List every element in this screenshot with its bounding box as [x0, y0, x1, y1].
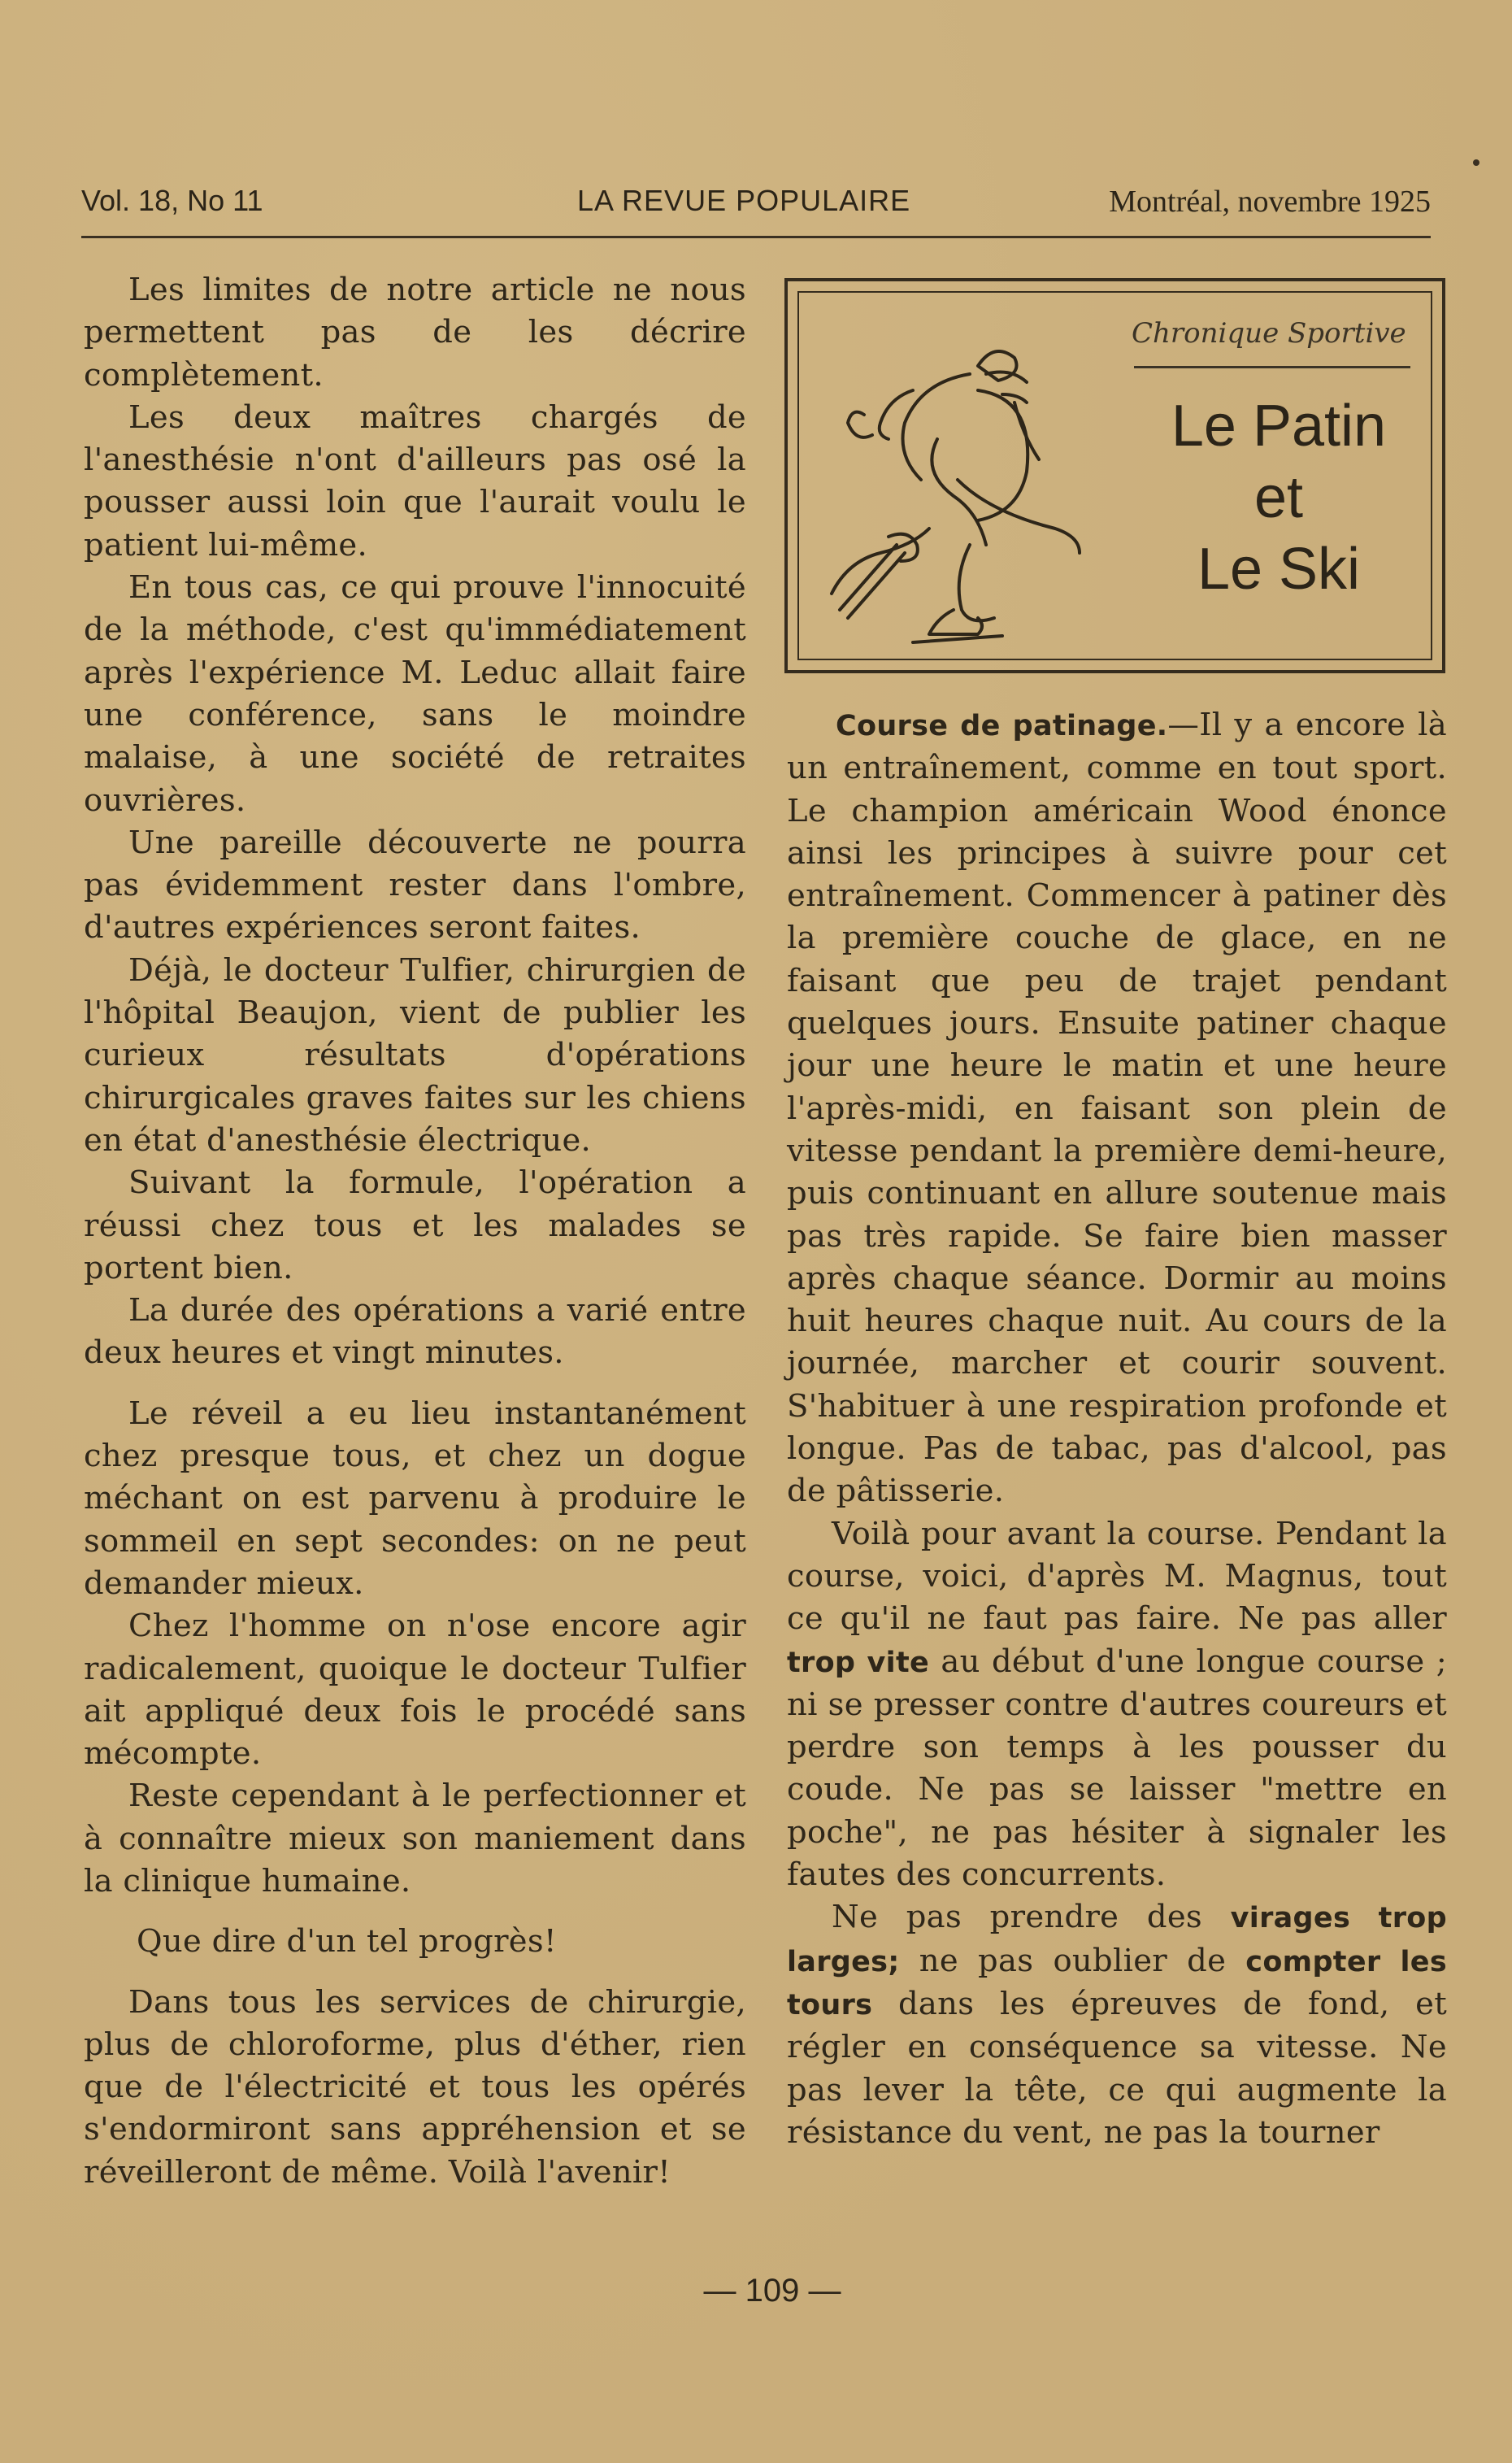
- chronique-box-inner: [797, 291, 1432, 660]
- paragraph: Chez l'homme on n'ose encore agir radicalement, quoique le docteur Tulfier ait appliqué deux fois le procédé sans mécompte.: [84, 1608, 746, 1773]
- skater-illustration: [815, 317, 1165, 659]
- title-line-2: et: [1253, 465, 1304, 530]
- paragraph: [787, 704, 1447, 1513]
- section-heading: Course de patinage.: [836, 710, 1168, 742]
- paragraph-text: Ne pas prendre des: [832, 1899, 1231, 1936]
- header-rule: [81, 236, 1431, 238]
- paragraph: [787, 1896, 1447, 2154]
- chronique-rule: [1134, 366, 1410, 368]
- paragraph: Suivant la formule, l'opération a réussi chez tous et les malades se portent bien.: [84, 1164, 746, 1286]
- paragraph: Déjà, le docteur Tulfier, chirurgien de l'hôpital Beaujon, vient de publier les curieux résultats d'opérations chirurgicales graves faites sur les chiens en état d'anesthésie électrique.: [84, 951, 746, 1159]
- right-column: [787, 704, 1447, 2154]
- journal-title: LA REVUE POPULAIRE: [577, 184, 911, 217]
- paragraph: Les limites de notre article ne nous permettent pas de les décrire complètement.: [84, 272, 746, 394]
- bold-phrase: trop vite: [787, 1646, 930, 1679]
- chronique-label: Chronique Sportive: [1132, 317, 1406, 350]
- title-line-1: Le Patin: [1171, 394, 1387, 459]
- paragraph: Que dire d'un tel progrès!: [137, 1923, 557, 1960]
- running-header: [81, 184, 1431, 224]
- paragraph: Reste cependant à le perfectionner et à connaître mieux son maniement dans la clinique humaine.: [84, 1778, 746, 1899]
- left-column: [84, 269, 746, 2194]
- paragraph: Dans tous les services de chirurgie, plus de chloroforme, plus d'éther, rien que de l'électricité et tous les opérés s'endormiront sans appréhension et se réveilleront de même. Voilà l'avenir!: [84, 1983, 746, 2191]
- paragraph-text: ne pas oublier de: [899, 1942, 1246, 1979]
- bold-phrase: compter les tours: [787, 1945, 1447, 2021]
- paragraph-text: dans les épreuves de fond, et régler en conséquence sa vitesse. Ne pas lever la tête, ce qui augmente la résistance du vent, ne pas la tourner: [787, 1985, 1447, 2151]
- paragraph-text: —Il y a encore là un entraînement, comme en tout sport. Le champion américain Wood énonce ainsi les principes à suivre pour cet entraînement. Commencer à patiner dès la première couche de glace, en ne faisant que peu de trajet pendant quelques jours. Ensuite patiner chaque jour une heure le matin et une heure l'après-midi, en faisant son plein de vitesse pendant la première demi-heure, puis continuant en allure soutenue mais pas très rapide. Se faire bien masser après chaque séance. Dormir au moins huit heures chaque nuit. Au cours de la journée, marcher et courir souvent. S'habituer à une respiration profonde et longue. Pas de tabac, pas d'alcool, pas de pâtisserie.: [787, 707, 1447, 1510]
- paragraph-text: au début d'une longue course ; ni se presser contre d'autres coureurs et perdre son temps à les pousser du coude. Ne pas se laisser "mettre en poche", ne pas hésiter à signaler les fautes des concurrents.: [787, 1643, 1448, 1894]
- paragraph: [787, 1513, 1447, 1897]
- volume-number: Vol. 18, No 11: [81, 184, 263, 217]
- page-number: — 109 —: [703, 2273, 841, 2309]
- chronique-title: [1124, 390, 1433, 605]
- paragraph: En tous cas, ce qui prouve l'innocuité de la méthode, c'est qu'immédiatement après l'expérience M. Leduc allait faire une conférence, sans le moindre malaise, à une société de retraites ouvrières.: [84, 569, 746, 819]
- paragraph: Une pareille découverte ne pourra pas évidemment rester dans l'ombre, d'autres expériences seront faites.: [84, 824, 746, 946]
- paragraph: Le réveil a eu lieu instantanément chez presque tous, et chez un dogue méchant on est parvenu à produire le sommeil en sept secondes: on ne peut demander mieux.: [84, 1395, 746, 1602]
- bold-phrase: virages trop larges;: [787, 1902, 1447, 1978]
- paragraph: Les deux maîtres chargés de l'anesthésie n'ont d'ailleurs pas osé la pousser aussi loin que l'aurait voulu le patient lui-même.: [84, 398, 746, 564]
- issue-date: Montréal, novembre 1925: [1109, 185, 1431, 219]
- title-line-3: Le Ski: [1197, 537, 1361, 602]
- ink-dot: [1473, 159, 1479, 166]
- chronique-box: [784, 278, 1445, 673]
- paragraph: La durée des opérations a varié entre deux heures et vingt minutes.: [84, 1292, 746, 1372]
- paragraph-text: Voilà pour avant la course. Pendant la course, voici, d'après M. Magnus, tout ce qu'il ne faut pas faire. Ne pas aller: [787, 1515, 1447, 1638]
